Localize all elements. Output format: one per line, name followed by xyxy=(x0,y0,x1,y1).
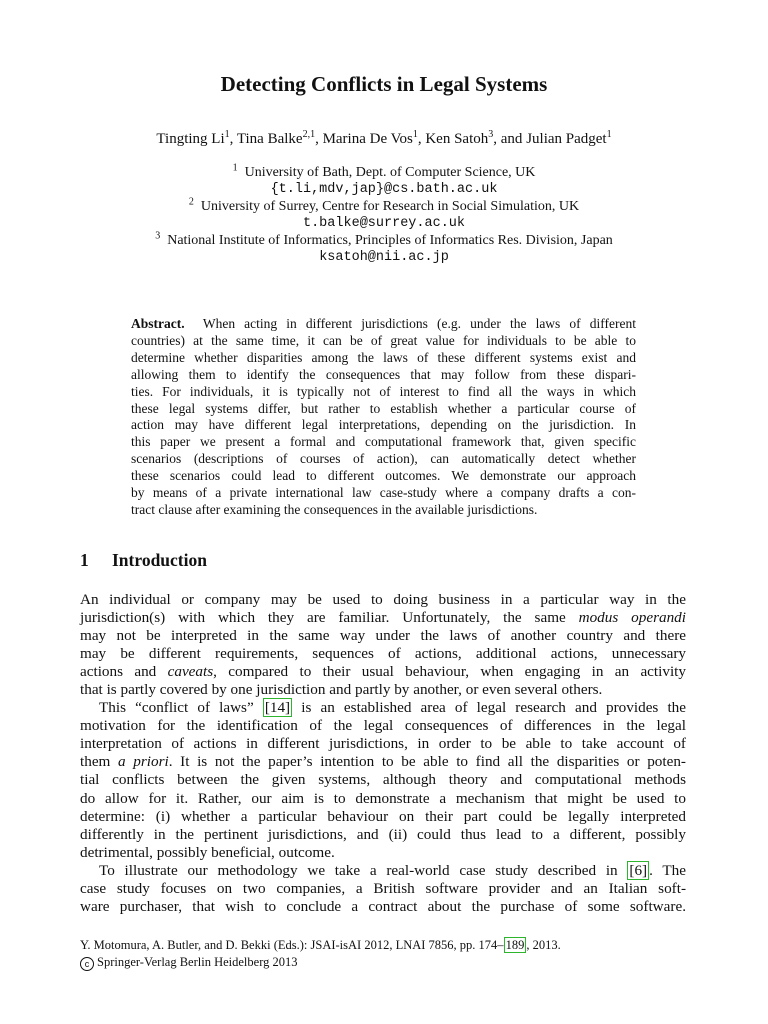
body-line: differently in the pertinent jurisdictions, and (ii) could thus lead to a different, possibly xyxy=(80,825,686,843)
emphasis: modus operandi xyxy=(578,609,686,627)
author-affiliation-mark: 2,1 xyxy=(302,129,316,140)
abstract-line: these scenarios could lead to different outcomes. We demonstrate our approach xyxy=(131,468,636,484)
abstract-line: this paper we present a formal and computational framework that, given specific xyxy=(131,434,636,450)
body-line: interpretation of actions in different jurisdictions, in order to be able to take account of xyxy=(80,735,686,753)
author-affiliation-mark: 1 xyxy=(224,129,230,140)
abstract-line: allowing them to identify the consequences that may follow from these dispari- xyxy=(131,366,636,382)
author-affiliation-mark: 1 xyxy=(606,129,612,140)
abstract-line: these legal systems differ, but rather to establish whether a particular course of xyxy=(131,400,636,416)
body-line: ware purchaser, that wish to conclude a contract about the purchase of some software. xyxy=(80,897,686,915)
author-name: Tingting Li xyxy=(156,131,225,147)
abstract-line: action may have different legal interpretations, depending on the jurisdiction. In xyxy=(131,417,636,433)
footer-copyright: c Springer-Verlag Berlin Heidelberg 2013 xyxy=(80,955,298,971)
affiliation-3: $^3$ National Institute of Informatics, Principles of Informatics Res. Division, Japan xyxy=(155,230,613,248)
author-name: Ken Satoh xyxy=(425,131,489,147)
affiliation-1: $^1$ University of Bath, Dept. of Computer Science, UK xyxy=(232,162,536,180)
section-heading xyxy=(80,550,207,571)
abstract-line: by means of a private international law case-study where a company drafts a con- xyxy=(131,485,636,501)
body-text xyxy=(80,591,686,916)
body-line: actions and caveats, compared to their usual behaviour, when engaging in an activity xyxy=(80,663,686,681)
section-number: 1 xyxy=(80,550,89,570)
abstract-line: scenarios (descriptions of courses of action), can automatically detect whether xyxy=(131,451,636,467)
author-list: Tingting Li$^1$, Tina Balke$^{2,1}$, Marina De Vos$^1$, Ken Satoh$^3$, and Julian Padget$^1$ xyxy=(156,129,612,147)
body-line: may be different requirements, sequences of actions, additional actions, unnecessary xyxy=(80,645,686,663)
page-link[interactable]: 189 xyxy=(505,938,525,952)
author-name: Marina De Vos xyxy=(322,131,413,147)
author-name: Tina Balke xyxy=(236,131,303,147)
abstract-line: Abstract. When acting in different jurisdictions (e.g. under the laws of different xyxy=(131,316,636,331)
affiliation-3-email: ksatoh@nii.ac.jp xyxy=(319,250,449,265)
abstract-line: countries) at the same time, it can be of great value for individuals to be able to xyxy=(131,332,636,348)
body-line: detrimental, possibly beneficial, outcome. xyxy=(80,843,335,861)
author-affiliation-mark: 3 xyxy=(488,129,494,140)
abstract-line: tract clause after examining the consequences in the available jurisdictions. xyxy=(131,501,538,517)
body-line: tial conflicts between the given systems, although theory and computational methods xyxy=(80,771,686,789)
abstract-line: ties. For individuals, it is typically not of interest to find all the ways in which xyxy=(131,383,636,399)
citation-link[interactable]: [14] xyxy=(264,699,291,717)
body-line: This “conflict of laws” [14] is an established area of legal research and provides the xyxy=(99,699,687,717)
body-line: case study focuses on two companies, a British software provider and an Italian soft- xyxy=(80,879,686,897)
body-line: jurisdiction(s) with which they are familiar. Unfortunately, the same modus operandi xyxy=(80,609,686,627)
emphasis: a priori xyxy=(118,753,169,771)
body-line: do allow for it. Rather, our aim is to demonstrate a mechanism that might be used to xyxy=(80,789,686,807)
author-affiliation-mark: 1 xyxy=(412,129,418,140)
body-line: them a priori. It is not the paper’s intention to be able to find all the disparities or poten- xyxy=(80,753,686,771)
body-line: that is partly covered by one jurisdiction and partly by another, or even several others. xyxy=(80,681,603,699)
abstract xyxy=(131,316,636,519)
author-name: Julian Padget xyxy=(526,131,607,147)
body-line: An individual or company may be used to doing business in a particular way in the xyxy=(80,591,686,608)
section-title: Introduction xyxy=(112,550,207,570)
paper-title: Detecting Conflicts in Legal Systems xyxy=(220,72,548,96)
body-line: To illustrate our methodology we take a real-world case study described in [6] . The xyxy=(99,861,686,879)
body-line: motivation for the identification of the legal consequences of differences in the legal xyxy=(80,717,686,735)
affiliation-1-email: {t.li,mdv,jap}@cs.bath.ac.uk xyxy=(270,182,498,197)
citation-link[interactable]: [6] xyxy=(629,861,648,879)
abstract-line: determine whether disparities among the laws of these different systems exist and xyxy=(131,349,636,365)
body-line: may not be interpreted in the same way under the laws of another country and there xyxy=(80,627,686,645)
affiliation-2: $^2$ University of Surrey, Centre for Research in Social Simulation, UK xyxy=(188,196,580,214)
abstract-label: Abstract. xyxy=(131,316,185,331)
emphasis: caveats xyxy=(167,663,214,681)
body-line: determine: (i) whether a particular behaviour on their part could be legally interpreted xyxy=(80,807,686,825)
copyright-icon: c xyxy=(80,957,94,971)
affiliation-2-email: t.balke@surrey.ac.uk xyxy=(302,216,466,231)
footer-citation: Y. Motomura, A. Butler, and D. Bekki (Eds.): JSAI-isAI 2012, LNAI 7856, pp. 174– 189 , 2013. xyxy=(80,938,561,952)
